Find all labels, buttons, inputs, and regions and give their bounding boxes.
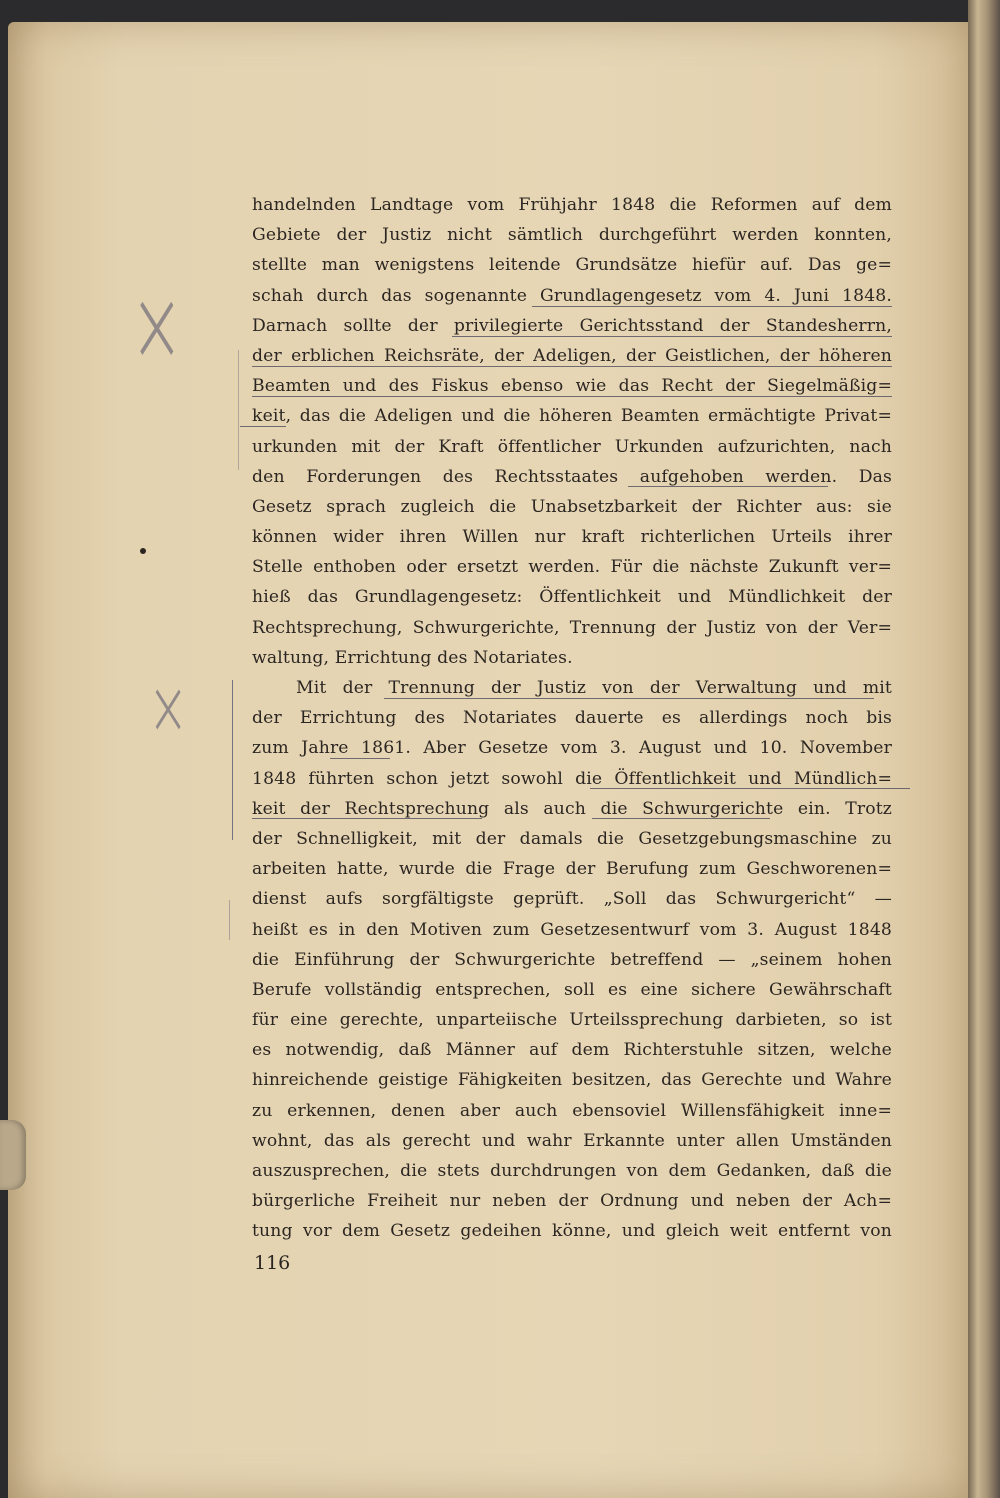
text-line: handelnden Landtage vom Frühjahr 1848 die Reformen auf dem: [252, 195, 892, 215]
text-line: der Errichtung des Notariates dauerte es allerdings noch bis: [252, 708, 892, 729]
text-line: stellte man wenigstens leitende Grundsätze hiefür auf. Das ge=: [252, 255, 892, 276]
text-line: tung vor dem Gesetz gedeihen könne, und gleich weit entfernt von: [252, 1221, 892, 1242]
text-line: wohnt, das als gerecht und wahr Erkannte unter allen Umständen: [252, 1130, 892, 1151]
text-line: der erblichen Reichsräte, der Adeligen, der Geistlichen, der höheren: [252, 345, 892, 366]
text-line: schah durch das sogenannte Grundlagengesetz vom 4. Juni 1848.: [252, 285, 892, 306]
text-line: Berufe vollständig entsprechen, soll es eine sichere Gewährschaft: [252, 979, 892, 1000]
text-line: urkunden mit der Kraft öffentlicher Urkunden aufzurichten, nach: [252, 436, 892, 457]
pencil-underline: [252, 818, 482, 819]
text-line: die Einführung der Schwurgerichte betreffend — „seinem hohen: [252, 949, 892, 970]
text-line: können wider ihren Willen nur kraft richterlichen Urteils ihrer: [252, 527, 892, 548]
text-line: bürgerliche Freiheit nur neben der Ordnung und neben der Ach=: [252, 1191, 892, 1212]
pencil-underline: [452, 336, 892, 337]
text-line: für eine gerechte, unparteiische Urteilssprechung darbieten, so ist: [252, 1010, 892, 1031]
text-line: waltung, Errichtung des Notariates.: [252, 647, 573, 668]
text-line: zum Jahre 1861. Aber Gesetze vom 3. August und 10. November: [252, 738, 892, 759]
text-line: dienst aufs sorgfältigste geprüft. „Soll das Schwurgericht“ —: [252, 889, 892, 910]
body-text: [252, 190, 892, 1247]
text-line: zu erkennen, denen aber auch ebensoviel Willensfähigkeit inne=: [252, 1100, 892, 1121]
pencil-underline: [330, 758, 390, 759]
page-edge-right: [968, 0, 1000, 1498]
text-line: Gebiete der Justiz nicht sämtlich durchgeführt werden konnten,: [252, 225, 892, 246]
text-line: es notwendig, daß Männer auf dem Richterstuhle sitzen, welche: [252, 1040, 892, 1061]
pencil-underline: [628, 486, 828, 487]
text-line: Beamten und des Fiskus ebenso wie das Recht der Siegelmäßig=: [252, 376, 892, 397]
text-line: Rechtsprechung, Schwurgerichte, Trennung der Justiz von der Ver=: [252, 617, 892, 638]
pencil-underline: [252, 396, 892, 397]
text-line: Gesetz sprach zugleich die Unabsetzbarkeit der Richter aus: sie: [252, 496, 892, 517]
margin-x-mark: ×: [148, 663, 189, 753]
text-line: hieß das Grundlagengesetz: Öffentlichkeit und Mündlichkeit der: [252, 587, 892, 608]
text-line: Mit der Trennung der Justiz von der Verwaltung und mit: [296, 678, 892, 698]
pencil-underline: [590, 788, 910, 789]
ink-dot: [140, 548, 146, 554]
text-line: den Forderungen des Rechtsstaates aufgehoben werden. Das: [252, 466, 892, 487]
margin-bracket-line: [238, 350, 239, 470]
text-line: hinreichende geistige Fähigkeiten besitzen, das Gerechte und Wahre: [252, 1070, 892, 1091]
pencil-underline: [592, 818, 770, 819]
pencil-underline: [532, 306, 892, 307]
text-line: Darnach sollte der privilegierte Gerichtsstand der Standesherrn,: [252, 315, 892, 336]
text-line: heißt es in den Motiven zum Gesetzesentwurf vom 3. August 1848: [252, 919, 892, 940]
text-line: Stelle enthoben oder ersetzt werden. Für die nächste Zukunft ver=: [252, 557, 892, 578]
text-line: arbeiten hatte, wurde die Frage der Berufung zum Geschworenen=: [252, 859, 892, 880]
text-line: der Schnelligkeit, mit der damals die Gesetzgebungsmaschine zu: [252, 828, 892, 849]
margin-bracket-line: [229, 900, 230, 940]
page-number: 116: [254, 1252, 291, 1274]
text-line: 1848 führten schon jetzt sowohl die Öffentlichkeit und Mündlich=: [252, 768, 892, 789]
pencil-underline: [240, 426, 286, 427]
text-line: keit der Rechtsprechung als auch die Schwurgerichte ein. Trotz: [252, 798, 892, 819]
text-line: auszusprechen, die stets durchdrungen von dem Gedanken, daß die: [252, 1161, 892, 1181]
pencil-underline: [384, 698, 874, 699]
pencil-underline: [252, 366, 892, 367]
margin-x-mark: ×: [130, 267, 184, 387]
binding-clip: [0, 1120, 26, 1190]
text-line: keit, das die Adeligen und die höheren Beamten ermächtigte Privat=: [252, 406, 892, 427]
margin-bracket-line: [232, 680, 233, 840]
